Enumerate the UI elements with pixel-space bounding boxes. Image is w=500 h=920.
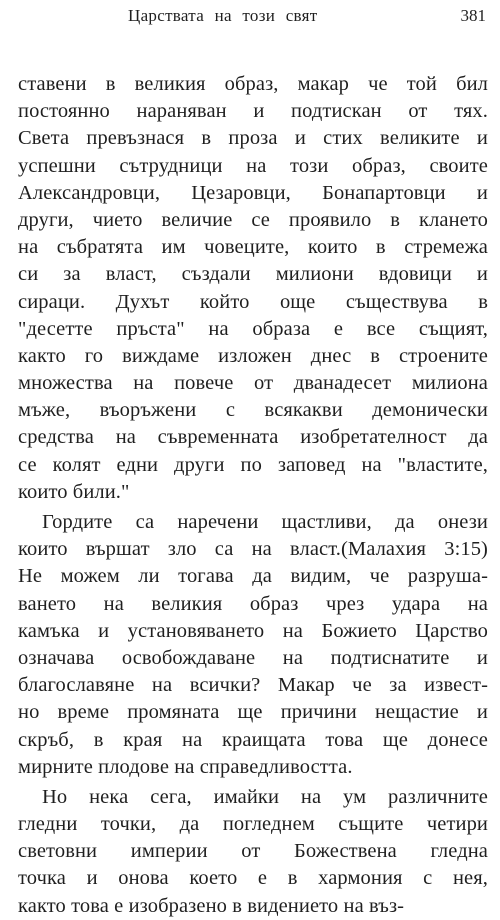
text-line: на събратята им човеците, които в стремежа	[18, 236, 488, 259]
text-line: средства на съвременната изобретателност да	[18, 426, 488, 449]
paragraph	[18, 71, 488, 506]
text-line: постоянно нараняван и подтискан от тях.	[18, 100, 488, 123]
text-line: Гордите са наречени щастливи, да онези	[42, 511, 488, 533]
text-line: Александровци, Цезаровци, Бонапартовци и	[18, 181, 488, 204]
text-line: означава освобождаване на подтиснатите и	[18, 646, 488, 669]
text-line: мъже, въоръжени с всякакви демонически	[18, 399, 488, 422]
text-line: си за власт, създали милиони вдовици и	[18, 263, 488, 286]
text-line: се колят едни други по заповед на "властите,	[18, 453, 488, 476]
text-line: благославяне на всички? Макар че за извест-	[18, 674, 488, 697]
text-line: както това е изобразено в видението на въз-	[18, 894, 405, 917]
text-line: Света превъзнася в проза и стих великите и	[18, 127, 488, 150]
text-line: Не можем ли тогава да видим, че разруша-	[18, 565, 488, 588]
paragraph	[18, 509, 488, 781]
body-text	[18, 71, 488, 920]
text-line: световни империи от Божествена гледна	[18, 840, 488, 863]
text-line: които били."	[18, 480, 130, 503]
text-line: мирните плодове на справедливостта.	[18, 755, 353, 778]
text-line: но време промяната ще причини нещастие и	[18, 701, 488, 724]
page-number: 381	[460, 6, 486, 25]
text-line: ставени в великия образ, макар че той бил	[18, 73, 488, 95]
text-line: "десетте пръста" на образа е все същият,	[18, 317, 488, 340]
text-line: камъка и установяването на Божието Царство	[18, 619, 488, 642]
running-header	[0, 6, 500, 30]
text-line: Но нека сега, имайки на ум различните	[42, 785, 488, 808]
text-line: точка и онова което е в хармония с нея,	[18, 867, 488, 890]
text-line: които вършат зло са на власт.(Малахия 3:15)	[18, 538, 488, 561]
text-line: ването на великия образ чрез удара на	[18, 592, 488, 615]
text-line: сираци. Духът който още съществува в	[18, 290, 488, 313]
chapter-title: Царствата на този свят	[128, 6, 318, 25]
text-line: гледни точки, да погледнем същите четири	[18, 813, 488, 836]
text-line: успешни сътрудници на този образ, своите	[18, 154, 488, 177]
paragraph	[18, 784, 488, 920]
text-line: множества на повече от дванадесет милиона	[18, 372, 488, 395]
text-line: както го виждаме изложен днес в строените	[18, 344, 488, 367]
text-line: други, чието величие се проявило в клането	[18, 208, 488, 231]
text-line: скръб, в края на краищата това ще донесе	[18, 728, 488, 751]
